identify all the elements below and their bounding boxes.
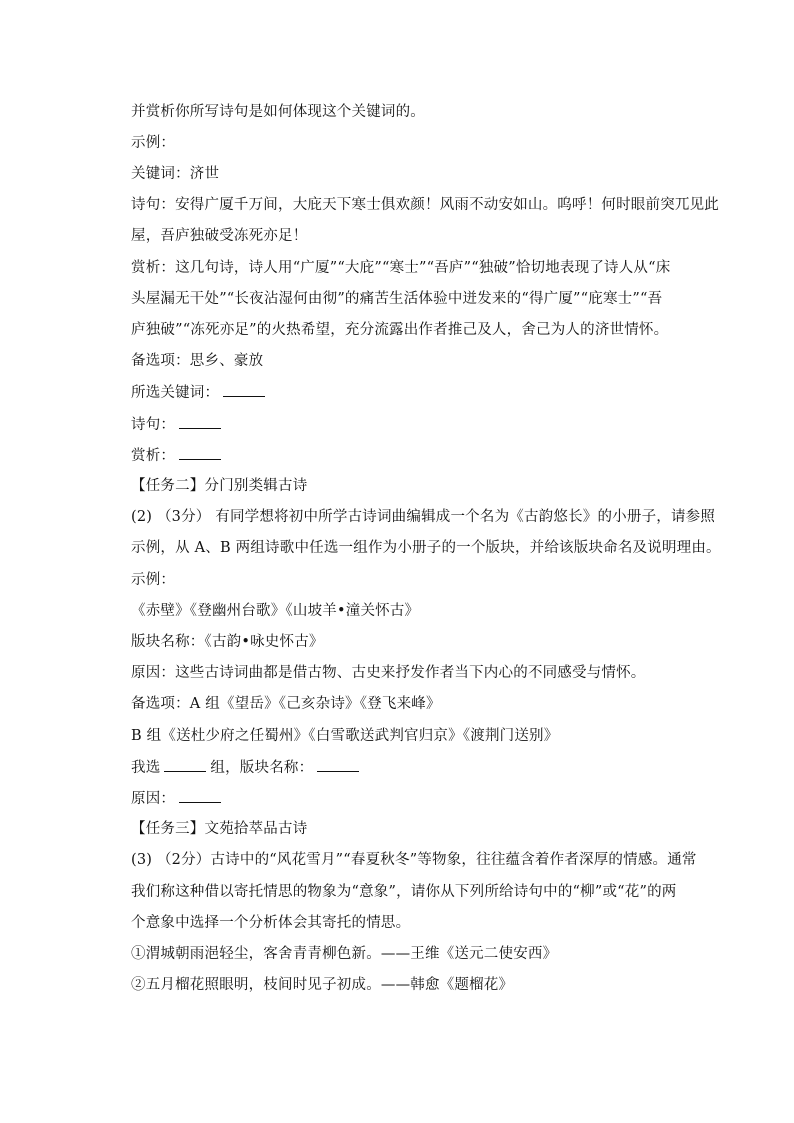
label: 我选 (131, 760, 161, 776)
reason-answer-blank[interactable] (179, 788, 221, 803)
text-line: 示例： (131, 572, 176, 588)
appreciation-answer-blank[interactable] (179, 445, 221, 460)
label: 所选关键词： (131, 385, 220, 401)
text-line: 并赏析你所写诗句是如何体现这个关键词的。 (131, 104, 425, 120)
answer-line-verse (131, 414, 225, 435)
section-name-blank[interactable] (317, 757, 359, 772)
text-line: 我们称这种借以寄托情思的物象为“意象”，请你从下列所给诗句中的“柳”或“花”的两 (131, 884, 677, 900)
verse-answer-blank[interactable] (179, 414, 221, 429)
text-line: 《赤壁》《登幽州台歌》《山坡羊•潼关怀古》 (131, 603, 420, 619)
text-line: 示例： (131, 135, 176, 151)
text-line: 关键词：济世 (131, 166, 220, 182)
label: 原因： (131, 791, 176, 807)
text-line: 赏析：这几句诗，诗人用“广厦”“大庇”“寒士”“吾庐”“独破”恰切地表现了诗人从“床 (131, 260, 671, 276)
text-line: B 组《送杜少府之任蜀州》《白雪歌送武判官归京》《渡荆门送别》 (131, 728, 559, 744)
text-line: 原因：这些古诗词曲都是借古物、古史来抒发作者当下内心的不同感受与情怀。 (131, 665, 646, 681)
text-line: 屋，吾庐独破受冻死亦足！ (131, 228, 308, 244)
answer-line-reason (131, 788, 225, 809)
answer-line-keyword (131, 382, 269, 403)
answer-line-appreciation (131, 445, 225, 466)
text-line: 备选项：思乡、豪放 (131, 353, 264, 369)
text-line: 头屋漏无干处”“长夜沾湿何由彻”的痛苦生活体验中迸发来的“得广厦”“庇寒士”“吾 (131, 291, 663, 307)
group-choice-blank[interactable] (164, 757, 206, 772)
text-line: ①渭城朝雨浥轻尘，客舍青青柳色新。——王维《送元二使安西》 (131, 946, 558, 962)
text-line: (3) （2分）古诗中的“风花雪月”“春夏秋冬”等物象，往往蕴含着作者深厚的情感。通常 (131, 852, 697, 868)
text-line: 示例，从 A、B 两组诗歌中任选一组作为小册子的一个版块，并给该版块命名及说明理由。 (131, 540, 721, 556)
answer-line-choice (131, 757, 363, 778)
label: 组，版块名称： (210, 760, 314, 776)
text-line: 诗句：安得广厦千万间，大庇天下寒士俱欢颜！风雨不动安如山。呜呼！何时眼前突兀见此 (131, 197, 719, 213)
text-line: 版块名称：《古韵•咏史怀古》 (131, 634, 324, 650)
section-heading: 【任务二】分门别类辑古诗 (131, 478, 308, 494)
text-line: 庐独破”“冻死亦足”的火热希望，充分流露出作者推己及人，舍己为人的济世情怀。 (131, 322, 669, 338)
label: 诗句： (131, 417, 176, 433)
text-line: 备选项：A 组《望岳》《己亥杂诗》《登飞来峰》 (131, 696, 441, 712)
text-line: (2) （3分） 有同学想将初中所学古诗词曲编辑成一个名为《古韵悠长》的小册子，请参照 (131, 509, 716, 525)
keyword-answer-blank[interactable] (223, 382, 265, 397)
text-line: 个意象中选择一个分析体会其寄托的情思。 (131, 915, 411, 931)
section-heading: 【任务三】文苑拾萃品古诗 (131, 821, 308, 837)
label: 赏析： (131, 448, 176, 464)
text-line: ②五月榴花照眼明，枝间时见子初成。——韩愈《题榴花》 (131, 977, 514, 993)
